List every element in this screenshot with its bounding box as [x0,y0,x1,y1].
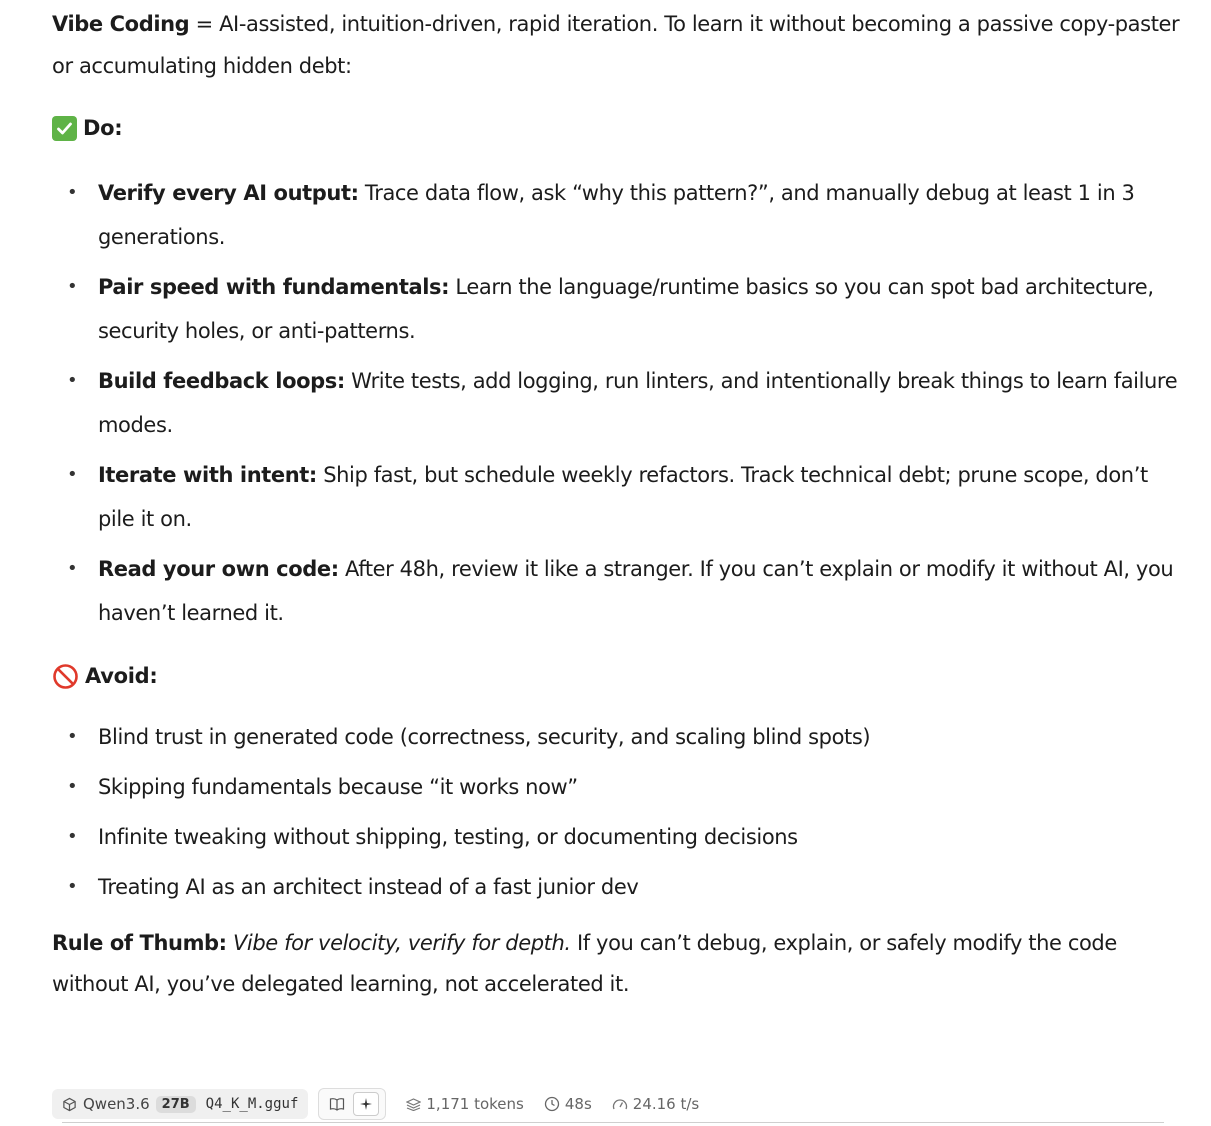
token-count-stat [406,1095,523,1113]
bullet: • [67,370,78,391]
do-item-label: Build feedback loops: [98,369,345,393]
intro-term: Vibe Coding [52,12,190,36]
avoid-list-item [52,871,1182,903]
avoid-list [52,721,1182,903]
bullet: • [67,726,78,747]
duration-value: 48s [564,1095,592,1113]
clock-icon [544,1096,560,1112]
do-item-label: Verify every AI output: [98,181,359,205]
do-item-text: Ship fast, but schedule weekly refactors. Track technical debt; prune scope, don’t pile it on. [98,463,1148,531]
avoid-item-text: Infinite tweaking without shipping, testing, or documenting decisions [98,825,798,849]
avoid-item-text: Blind trust in generated code (correctness, security, and scaling blind spots) [98,725,871,749]
model-size-badge: 27B [156,1096,196,1113]
intro-text: = AI-assisted, intuition-driven, rapid iteration. To learn it without becoming a passive copy-paster or accumulating hidden debt: [52,12,1180,78]
do-item-text: Learn the language/runtime basics so you can spot bad architecture, security holes, or anti-patterns. [98,275,1154,343]
avoid-list-item [52,771,1182,803]
avoid-heading [52,661,1182,691]
prohibited-icon [52,663,79,690]
do-item-label: Iterate with intent: [98,463,317,487]
view-mode-toggle[interactable] [318,1088,386,1120]
do-list-item [52,265,1182,353]
rule-paragraph [52,923,1182,1005]
bullet: • [67,276,78,297]
speed-value: 24.16 t/s [632,1095,700,1113]
do-list-item [52,453,1182,541]
do-item-text: Trace data flow, ask “why this pattern?”, and manually debug at least 1 in 3 generations. [98,181,1135,249]
model-name: Qwen3.6 [83,1095,150,1113]
gauge-icon [612,1097,628,1111]
sparkle-icon[interactable] [353,1092,379,1116]
do-list-item [52,547,1182,635]
cube-icon [62,1097,77,1112]
bullet: • [67,826,78,847]
book-icon[interactable] [325,1093,349,1115]
duration-stat [544,1095,592,1113]
avoid-heading-text: Avoid: [85,664,158,688]
do-item-text: After 48h, review it like a stranger. If you can’t explain or modify it without AI, you haven’t learned it. [98,557,1174,625]
bullet: • [67,464,78,485]
avoid-list-item [52,721,1182,753]
do-item-text: Write tests, add logging, run linters, and intentionally break things to learn failure modes. [98,369,1178,437]
avoid-list-item [52,821,1182,853]
do-heading-text: Do: [83,116,123,140]
rule-label: Rule of Thumb: [52,931,227,955]
input-box-top-edge [62,1122,1164,1123]
token-count: 1,171 tokens [426,1095,524,1113]
do-list-item [52,359,1182,447]
avoid-item-text: Treating AI as an architect instead of a fast junior dev [98,875,639,899]
check-mark-icon [52,116,77,141]
bullet: • [67,182,78,203]
message-content [52,0,1182,1005]
bullet: • [67,876,78,897]
stack-icon [406,1098,421,1111]
rule-motto: Vibe for velocity, verify for depth. [232,931,571,955]
do-item-label: Pair speed with fundamentals: [98,275,450,299]
model-info-chip[interactable] [52,1089,308,1119]
rule-text: If you can’t debug, explain, or safely modify the code without AI, you’ve delegated learning, not accelerated it. [52,931,1117,996]
quant-file-label: Q4_K_M.gguf [205,1096,299,1112]
bullet: • [67,776,78,797]
intro-paragraph [52,3,1182,87]
message-footer [52,1089,699,1119]
do-item-label: Read your own code: [98,557,339,581]
do-list-item [52,171,1182,259]
do-heading [52,113,1182,143]
bullet: • [67,558,78,579]
avoid-item-text: Skipping fundamentals because “it works now” [98,775,578,799]
speed-stat [612,1095,699,1113]
do-list [52,171,1182,635]
